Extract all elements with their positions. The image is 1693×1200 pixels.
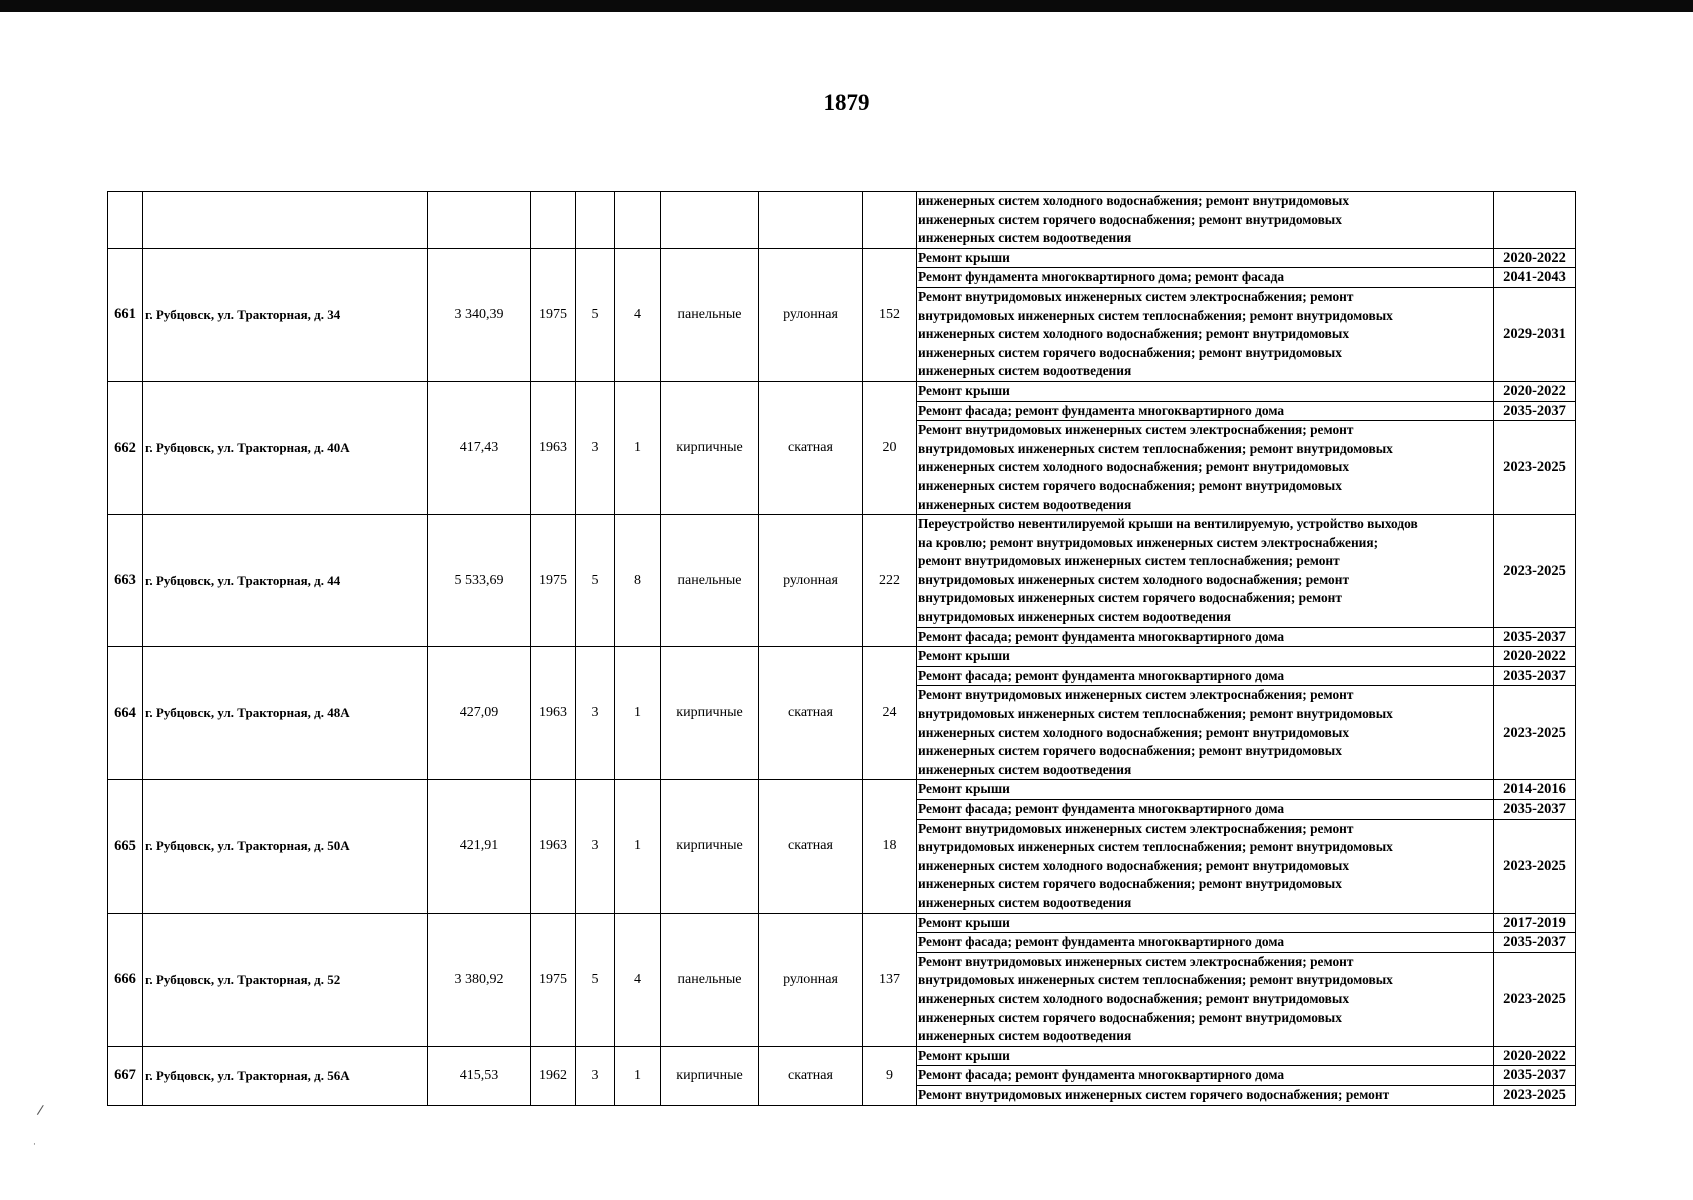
repair-work-line: инженерных систем холодного водоснабжения; ремонт внутридомовых [918, 459, 1350, 475]
repair-work-line: Ремонт внутридомовых инженерных систем электроснабжения; ремонт [918, 288, 1354, 304]
repair-work-cell [917, 192, 1494, 249]
wall-material-cell: кирпичные [661, 381, 759, 514]
repair-period-cell: 2023-2025 [1494, 686, 1576, 780]
roof-type-cell: рулонная [759, 248, 863, 381]
repair-period-cell: 2017-2019 [1494, 913, 1576, 933]
repair-work-cell [917, 421, 1494, 515]
build-year-cell: 1975 [531, 515, 576, 647]
address-cell: г. Рубцовск, ул. Тракторная, д. 56А [143, 1046, 428, 1105]
repair-work-line: Ремонт внутридомовых инженерных систем электроснабжения; ремонт [918, 953, 1354, 969]
repair-period-cell: 2041-2043 [1494, 268, 1576, 288]
floors-cell: 3 [576, 780, 615, 913]
entrances-cell: 1 [615, 381, 661, 514]
repair-work-line: внутридомовых инженерных систем теплоснабжения; ремонт внутридомовых [918, 972, 1393, 988]
repair-work-line: инженерных систем холодного водоснабжения; ремонт внутридомовых [918, 857, 1350, 873]
entrances-cell: 4 [615, 248, 661, 381]
repair-work-line: инженерных систем горячего водоснабжения; ремонт внутридомовых [918, 876, 1342, 892]
table-row [108, 1046, 1576, 1066]
area-cell: 5 533,69 [428, 515, 531, 647]
row-number: 664 [108, 647, 143, 780]
repair-work-cell [917, 287, 1494, 381]
repair-work-cell [917, 913, 1494, 933]
wall-material-cell [661, 192, 759, 249]
build-year-cell: 1975 [531, 913, 576, 1046]
housing-repair-table [107, 191, 1576, 1106]
margin-mark: · [33, 1140, 36, 1150]
repair-work-line: Ремонт крыши [918, 648, 1010, 664]
repair-work-cell [917, 401, 1494, 421]
repair-period-cell: 2023-2025 [1494, 819, 1576, 913]
repair-work-line: Ремонт внутридомовых инженерных систем электроснабжения; ремонт [918, 422, 1354, 438]
repair-work-cell [917, 1046, 1494, 1066]
repair-work-line: Ремонт крыши [918, 1047, 1010, 1063]
roof-type-cell: рулонная [759, 515, 863, 647]
entrances-cell: 1 [615, 780, 661, 913]
repair-work-line: инженерных систем горячего водоснабжения; ремонт внутридомовых [918, 211, 1342, 227]
repair-work-line: Ремонт фасада; ремонт фундамента многоквартирного дома [918, 801, 1285, 816]
repair-work-cell [917, 780, 1494, 800]
roof-type-cell: скатная [759, 1046, 863, 1105]
repair-work-cell [917, 1085, 1494, 1105]
wall-material-cell: кирпичные [661, 1046, 759, 1105]
address-cell: г. Рубцовск, ул. Тракторная, д. 34 [143, 248, 428, 381]
row-number: 667 [108, 1046, 143, 1105]
entrances-cell: 4 [615, 913, 661, 1046]
residents-cell: 9 [863, 1046, 917, 1105]
floors-cell: 3 [576, 1046, 615, 1105]
address-cell: г. Рубцовск, ул. Тракторная, д. 40А [143, 381, 428, 514]
repair-work-line: Ремонт фундамента многоквартирного дома; ремонт фасада [918, 269, 1285, 285]
repair-period-cell: 2023-2025 [1494, 421, 1576, 515]
repair-work-cell [917, 952, 1494, 1046]
roof-type-cell: рулонная [759, 913, 863, 1046]
residents-cell: 152 [863, 248, 917, 381]
repair-work-line: инженерных систем горячего водоснабжения; ремонт внутридомовых [918, 1009, 1342, 1025]
build-year-cell: 1963 [531, 780, 576, 913]
residents-cell: 24 [863, 647, 917, 780]
repair-work-line: инженерных систем водоотведения [918, 496, 1132, 512]
repair-work-cell [917, 627, 1494, 647]
floors-cell [576, 192, 615, 249]
table-row [108, 647, 1576, 667]
repair-work-line: на кровлю; ремонт внутридомовых инженерных систем электроснабжения; [918, 534, 1379, 550]
repair-period-cell: 2020-2022 [1494, 248, 1576, 268]
repair-work-line: Ремонт фасада; ремонт фундамента многоквартирного дома [918, 628, 1285, 644]
repair-work-line: инженерных систем холодного водоснабжения; ремонт внутридомовых [918, 193, 1350, 208]
wall-material-cell: кирпичные [661, 780, 759, 913]
residents-cell [863, 192, 917, 249]
repair-work-line: внутридомовых инженерных систем водоотведения [918, 609, 1232, 625]
repair-period-cell: 2023-2025 [1494, 515, 1576, 628]
area-cell: 415,53 [428, 1046, 531, 1105]
repair-work-line: Ремонт фасада; ремонт фундамента многоквартирного дома [918, 1067, 1285, 1083]
margin-mark: / [36, 1102, 45, 1119]
build-year-cell: 1962 [531, 1046, 576, 1105]
floors-cell: 5 [576, 913, 615, 1046]
address-cell: г. Рубцовск, ул. Тракторная, д. 50А [143, 780, 428, 913]
row-number: 661 [108, 248, 143, 381]
repair-work-line: Ремонт внутридомовых инженерных систем горячего водоснабжения; ремонт [918, 1086, 1390, 1102]
residents-cell: 20 [863, 381, 917, 514]
wall-material-cell: кирпичные [661, 647, 759, 780]
repair-period-cell: 2020-2022 [1494, 647, 1576, 667]
table-body [108, 192, 1576, 1106]
repair-work-line: внутридомовых инженерных систем теплоснабжения; ремонт внутридомовых [918, 706, 1393, 722]
area-cell [428, 192, 531, 249]
residents-cell: 222 [863, 515, 917, 647]
repair-work-line: Ремонт фасада; ремонт фундамента многоквартирного дома [918, 402, 1285, 418]
repair-period-cell: 2035-2037 [1494, 627, 1576, 647]
wall-material-cell: панельные [661, 515, 759, 647]
repair-work-line: внутридомовых инженерных систем горячего водоснабжения; ремонт [918, 590, 1342, 606]
repair-work-line: внутридомовых инженерных систем теплоснабжения; ремонт внутридомовых [918, 307, 1393, 323]
repair-work-line: Ремонт крыши [918, 781, 1010, 797]
repair-work-cell [917, 647, 1494, 667]
address-cell: г. Рубцовск, ул. Тракторная, д. 48А [143, 647, 428, 780]
table-row [108, 192, 1576, 249]
scan-top-border [0, 0, 1693, 12]
repair-work-cell [917, 819, 1494, 913]
repair-work-cell [917, 268, 1494, 288]
repair-work-line: внутридомовых инженерных систем холодного водоснабжения; ремонт [918, 571, 1350, 587]
repair-work-cell [917, 381, 1494, 401]
roof-type-cell: скатная [759, 780, 863, 913]
entrances-cell: 8 [615, 515, 661, 647]
residents-cell: 137 [863, 913, 917, 1046]
repair-period-cell: 2029-2031 [1494, 287, 1576, 381]
entrances-cell: 1 [615, 1046, 661, 1105]
entrances-cell [615, 192, 661, 249]
roof-type-cell [759, 192, 863, 249]
row-number: 665 [108, 780, 143, 913]
row-number [108, 192, 143, 249]
repair-work-cell [917, 666, 1494, 686]
table-row [108, 913, 1576, 933]
floors-cell: 3 [576, 647, 615, 780]
repair-work-line: Ремонт крыши [918, 249, 1010, 265]
repair-period-cell [1494, 192, 1576, 249]
wall-material-cell: панельные [661, 248, 759, 381]
table-row [108, 248, 1576, 268]
repair-work-line: инженерных систем горячего водоснабжения; ремонт внутридомовых [918, 344, 1342, 360]
repair-period-cell: 2014-2016 [1494, 780, 1576, 800]
repair-period-cell: 2020-2022 [1494, 381, 1576, 401]
repair-work-line: инженерных систем водоотведения [918, 1028, 1132, 1044]
repair-work-line: инженерных систем горячего водоснабжения; ремонт внутридомовых [918, 477, 1342, 493]
repair-work-line: инженерных систем холодного водоснабжения; ремонт внутридомовых [918, 724, 1350, 740]
repair-period-cell: 2035-2037 [1494, 666, 1576, 686]
roof-type-cell: скатная [759, 647, 863, 780]
repair-work-line: инженерных систем водоотведения [918, 894, 1132, 910]
repair-work-line: инженерных систем водоотведения [918, 363, 1132, 379]
row-number: 662 [108, 381, 143, 514]
repair-work-line: инженерных систем холодного водоснабжения; ремонт внутридомовых [918, 326, 1350, 342]
repair-period-cell: 2023-2025 [1494, 952, 1576, 1046]
address-cell: г. Рубцовск, ул. Тракторная, д. 44 [143, 515, 428, 647]
repair-period-cell: 2023-2025 [1494, 1085, 1576, 1105]
area-cell: 3 380,92 [428, 913, 531, 1046]
repair-work-line: инженерных систем горячего водоснабжения; ремонт внутридомовых [918, 743, 1342, 759]
repair-work-cell [917, 1066, 1494, 1086]
wall-material-cell: панельные [661, 913, 759, 1046]
repair-work-line: Ремонт фасада; ремонт фундамента многоквартирного дома [918, 667, 1285, 683]
repair-period-cell: 2035-2037 [1494, 401, 1576, 421]
table-row [108, 515, 1576, 628]
repair-work-cell [917, 248, 1494, 268]
repair-work-line: инженерных систем холодного водоснабжения; ремонт внутридомовых [918, 990, 1350, 1006]
build-year-cell: 1963 [531, 381, 576, 514]
repair-work-line: внутридомовых инженерных систем теплоснабжения; ремонт внутридомовых [918, 839, 1393, 855]
area-cell: 417,43 [428, 381, 531, 514]
repair-work-line: Ремонт внутридомовых инженерных систем электроснабжения; ремонт [918, 687, 1354, 703]
repair-work-cell [917, 686, 1494, 780]
repair-work-line: Ремонт внутридомовых инженерных систем электроснабжения; ремонт [918, 820, 1354, 836]
repair-work-line: Ремонт крыши [918, 382, 1010, 398]
repair-work-cell [917, 933, 1494, 953]
area-cell: 427,09 [428, 647, 531, 780]
repair-work-line: инженерных систем водоотведения [918, 230, 1132, 246]
roof-type-cell: скатная [759, 381, 863, 514]
entrances-cell: 1 [615, 647, 661, 780]
page-number: 1879 [823, 90, 870, 115]
build-year-cell [531, 192, 576, 249]
address-cell: г. Рубцовск, ул. Тракторная, д. 52 [143, 913, 428, 1046]
residents-cell: 18 [863, 780, 917, 913]
floors-cell: 5 [576, 248, 615, 381]
table-row [108, 381, 1576, 401]
build-year-cell: 1975 [531, 248, 576, 381]
address-cell [143, 192, 428, 249]
repair-period-cell: 2035-2037 [1494, 1066, 1576, 1086]
build-year-cell: 1963 [531, 647, 576, 780]
repair-period-cell: 2035-2037 [1494, 800, 1576, 820]
repair-work-line: инженерных систем водоотведения [918, 761, 1132, 777]
repair-work-line: ремонт внутридомовых инженерных систем теплоснабжения; ремонт [918, 553, 1340, 569]
table-row [108, 780, 1576, 800]
repair-work-line: Ремонт фасада; ремонт фундамента многоквартирного дома [918, 934, 1285, 950]
repair-work-line: Переустройство невентилируемой крыши на вентилируемую, устройство выходов [918, 516, 1418, 532]
floors-cell: 5 [576, 515, 615, 647]
repair-work-line: внутридомовых инженерных систем теплоснабжения; ремонт внутридомовых [918, 440, 1393, 456]
repair-period-cell: 2035-2037 [1494, 933, 1576, 953]
repair-period-cell: 2020-2022 [1494, 1046, 1576, 1066]
repair-work-line: Ремонт крыши [918, 914, 1010, 930]
row-number: 663 [108, 515, 143, 647]
row-number: 666 [108, 913, 143, 1046]
repair-work-cell [917, 515, 1494, 628]
area-cell: 421,91 [428, 780, 531, 913]
repair-work-cell [917, 800, 1494, 820]
area-cell: 3 340,39 [428, 248, 531, 381]
floors-cell: 3 [576, 381, 615, 514]
